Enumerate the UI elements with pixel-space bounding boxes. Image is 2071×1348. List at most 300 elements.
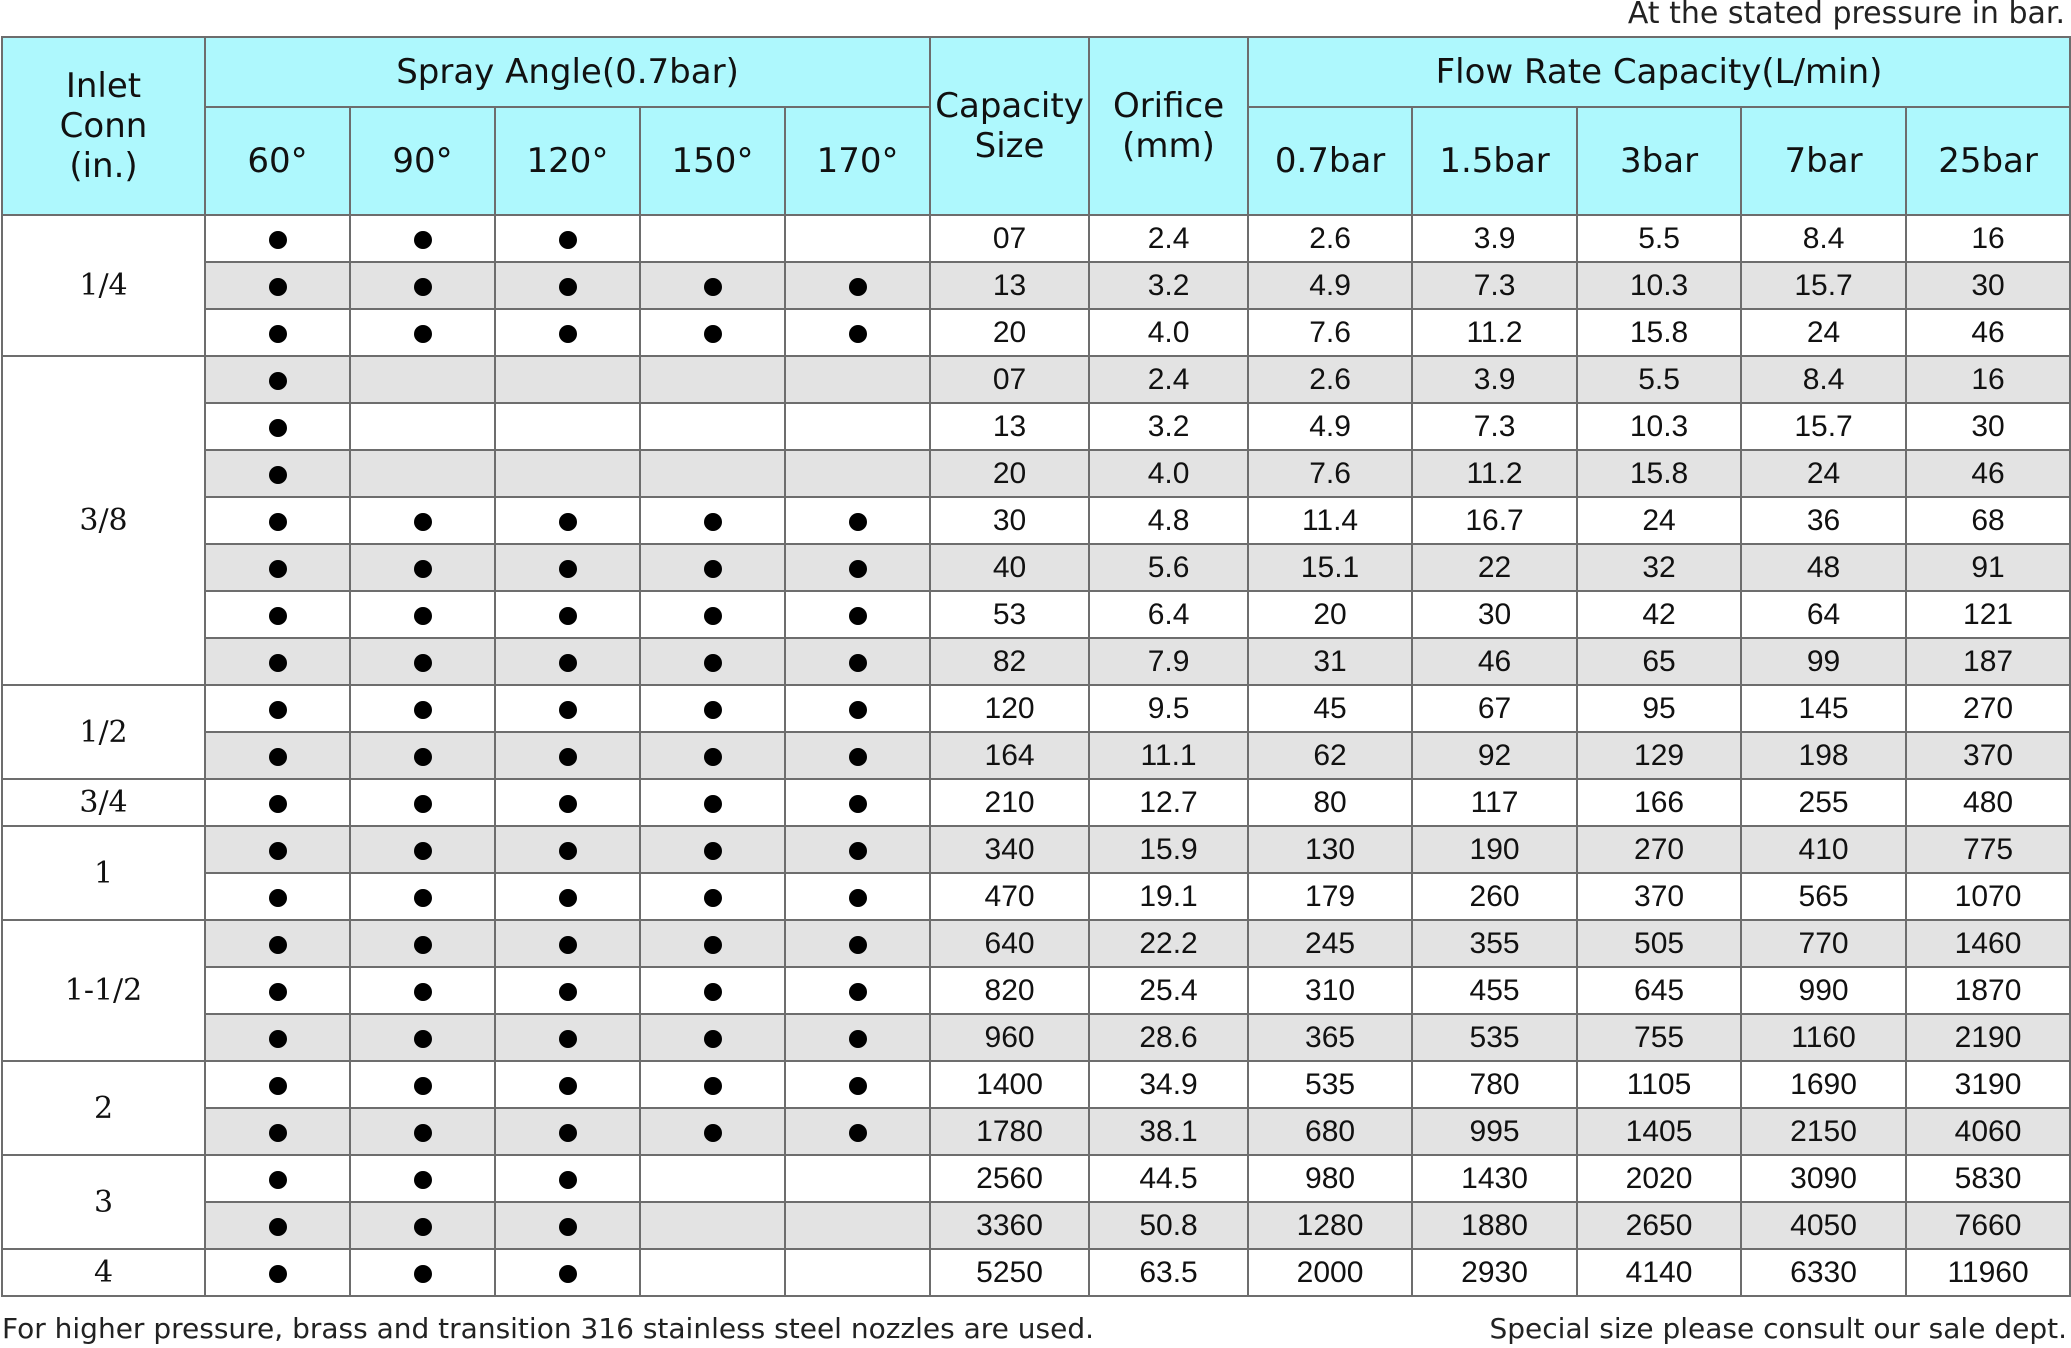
available-dot-icon <box>849 513 867 531</box>
spray-angle-cell <box>785 920 930 967</box>
available-dot-icon <box>559 560 577 578</box>
available-dot-icon <box>269 1124 287 1142</box>
flow-rate-cell: 370 <box>1906 732 2070 779</box>
flow-rate-cell: 11.2 <box>1412 309 1577 356</box>
table-row <box>2 215 2070 262</box>
flow-rate-cell: 187 <box>1906 638 2070 685</box>
flow-rate-cell: 10.3 <box>1577 262 1741 309</box>
flow-rate-cell: 505 <box>1577 920 1741 967</box>
flow-rate-cell: 24 <box>1741 309 1906 356</box>
spray-angle-cell <box>205 262 350 309</box>
flow-rate-cell: 62 <box>1248 732 1412 779</box>
spray-angle-cell <box>495 356 640 403</box>
available-dot-icon <box>559 654 577 672</box>
spray-angle-cell <box>205 732 350 779</box>
table-row <box>2 920 2070 967</box>
flow-rate-cell: 2.6 <box>1248 356 1412 403</box>
available-dot-icon <box>269 231 287 249</box>
orifice-cell: 25.4 <box>1089 967 1248 1014</box>
spray-angle-cell <box>495 967 640 1014</box>
available-dot-icon <box>704 1030 722 1048</box>
flow-rate-cell: 92 <box>1412 732 1577 779</box>
flow-rate-cell: 645 <box>1577 967 1741 1014</box>
flow-rate-cell: 67 <box>1412 685 1577 732</box>
flow-rate-cell: 11.2 <box>1412 450 1577 497</box>
capacity-size-cell: 164 <box>930 732 1089 779</box>
available-dot-icon <box>269 889 287 907</box>
flow-rate-cell: 91 <box>1906 544 2070 591</box>
pressure-1-5bar-header: 1.5bar <box>1412 107 1577 215</box>
orifice-cell: 5.6 <box>1089 544 1248 591</box>
flow-rate-cell: 680 <box>1248 1108 1412 1155</box>
pressure-0-7bar-header: 0.7bar <box>1248 107 1412 215</box>
flow-rate-cell: 8.4 <box>1741 356 1906 403</box>
capacity-size-cell: 210 <box>930 779 1089 826</box>
spray-angle-cell <box>785 873 930 920</box>
orifice-cell: 34.9 <box>1089 1061 1248 1108</box>
spray-angle-cell <box>205 1108 350 1155</box>
flow-rate-cell: 22 <box>1412 544 1577 591</box>
flow-rate-cell: 455 <box>1412 967 1577 1014</box>
orifice-cell: 7.9 <box>1089 638 1248 685</box>
table-row <box>2 685 2070 732</box>
flow-rate-cell: 5.5 <box>1577 215 1741 262</box>
inlet-size-cell: 3/8 <box>2 356 205 685</box>
flow-rate-cell: 95 <box>1577 685 1741 732</box>
available-dot-icon <box>559 1077 577 1095</box>
available-dot-icon <box>849 889 867 907</box>
flow-rate-cell: 166 <box>1577 779 1741 826</box>
orifice-cell: 50.8 <box>1089 1202 1248 1249</box>
spray-angle-cell <box>495 262 640 309</box>
capacity-size-cell: 1400 <box>930 1061 1089 1108</box>
spray-angle-cell <box>495 403 640 450</box>
spray-angle-cell <box>350 873 495 920</box>
orifice-cell: 19.1 <box>1089 873 1248 920</box>
capacity-size-cell: 20 <box>930 450 1089 497</box>
spray-angle-cell <box>640 1202 785 1249</box>
available-dot-icon <box>704 325 722 343</box>
flow-rate-cell: 179 <box>1248 873 1412 920</box>
flow-rate-cell: 8.4 <box>1741 215 1906 262</box>
spray-angle-cell <box>785 497 930 544</box>
capacity-size-cell: 40 <box>930 544 1089 591</box>
spray-angle-cell <box>640 450 785 497</box>
spray-angle-cell <box>495 873 640 920</box>
nozzle-spec-table <box>1 36 2071 1297</box>
spray-angle-cell <box>640 1061 785 1108</box>
angle-60-header: 60° <box>205 107 350 215</box>
spray-angle-cell <box>495 544 640 591</box>
available-dot-icon <box>269 983 287 1001</box>
table-row <box>2 1202 2070 1249</box>
capacity-size-cell: 07 <box>930 356 1089 403</box>
flow-rate-cell: 48 <box>1741 544 1906 591</box>
flow-rate-cell: 1880 <box>1412 1202 1577 1249</box>
pressure-note: At the stated pressure in bar. <box>1627 0 2065 31</box>
flow-rate-cell: 480 <box>1906 779 2070 826</box>
flow-rate-cell: 24 <box>1577 497 1741 544</box>
spray-angle-cell <box>350 450 495 497</box>
spray-angle-cell <box>350 262 495 309</box>
available-dot-icon <box>269 842 287 860</box>
table-header <box>2 37 2070 215</box>
flow-rate-cell: 10.3 <box>1577 403 1741 450</box>
spray-angle-cell <box>640 215 785 262</box>
flow-rate-cell: 2650 <box>1577 1202 1741 1249</box>
available-dot-icon <box>559 842 577 860</box>
flow-rate-cell: 36 <box>1741 497 1906 544</box>
spray-angle-cell <box>205 1014 350 1061</box>
available-dot-icon <box>414 1218 432 1236</box>
available-dot-icon <box>704 701 722 719</box>
spray-angle-cell <box>785 638 930 685</box>
flow-rate-cell: 117 <box>1412 779 1577 826</box>
available-dot-icon <box>414 936 432 954</box>
spray-angle-cell <box>785 356 930 403</box>
spray-angle-cell <box>785 544 930 591</box>
flow-rate-cell: 30 <box>1412 591 1577 638</box>
available-dot-icon <box>559 748 577 766</box>
spray-angle-cell <box>495 1202 640 1249</box>
flow-rate-cell: 68 <box>1906 497 2070 544</box>
angle-150-header: 150° <box>640 107 785 215</box>
spray-angle-cell <box>640 779 785 826</box>
flow-rate-cell: 5830 <box>1906 1155 2070 1202</box>
spray-angle-cell <box>350 732 495 779</box>
spray-angle-cell <box>785 685 930 732</box>
available-dot-icon <box>704 607 722 625</box>
spray-angle-cell <box>785 309 930 356</box>
spray-angle-cell <box>495 920 640 967</box>
available-dot-icon <box>704 748 722 766</box>
capacity-size-cell: 3360 <box>930 1202 1089 1249</box>
spray-angle-cell <box>205 1202 350 1249</box>
spray-angle-cell <box>495 1061 640 1108</box>
spray-angle-cell <box>640 967 785 1014</box>
inlet-size-cell: 4 <box>2 1249 205 1296</box>
available-dot-icon <box>849 748 867 766</box>
available-dot-icon <box>414 889 432 907</box>
available-dot-icon <box>704 795 722 813</box>
available-dot-icon <box>269 654 287 672</box>
available-dot-icon <box>414 842 432 860</box>
spray-angle-cell <box>495 450 640 497</box>
spray-angle-cell <box>495 1108 640 1155</box>
flow-rate-cell: 198 <box>1741 732 1906 779</box>
available-dot-icon <box>559 983 577 1001</box>
table-row <box>2 450 2070 497</box>
orifice-cell: 9.5 <box>1089 685 1248 732</box>
spray-angle-cell <box>495 826 640 873</box>
available-dot-icon <box>849 1077 867 1095</box>
spray-angle-cell <box>640 826 785 873</box>
spray-angle-cell <box>785 591 930 638</box>
available-dot-icon <box>559 1124 577 1142</box>
available-dot-icon <box>704 842 722 860</box>
available-dot-icon <box>849 325 867 343</box>
spray-angle-cell <box>350 497 495 544</box>
inlet-conn-header: Inlet Conn (in.) <box>2 37 205 215</box>
orifice-cell: 22.2 <box>1089 920 1248 967</box>
spray-angle-cell <box>350 403 495 450</box>
spray-angle-cell <box>640 920 785 967</box>
capacity-size-cell: 120 <box>930 685 1089 732</box>
available-dot-icon <box>704 889 722 907</box>
spray-angle-cell <box>495 685 640 732</box>
flow-rate-cell: 1870 <box>1906 967 2070 1014</box>
flow-rate-cell: 1460 <box>1906 920 2070 967</box>
spray-angle-cell <box>640 403 785 450</box>
flow-rate-cell: 775 <box>1906 826 2070 873</box>
inlet-size-cell: 1/4 <box>2 215 205 356</box>
flow-rate-cell: 31 <box>1248 638 1412 685</box>
orifice-cell: 63.5 <box>1089 1249 1248 1296</box>
flow-rate-cell: 410 <box>1741 826 1906 873</box>
spray-angle-cell <box>495 779 640 826</box>
spray-angle-header: Spray Angle(0.7bar) <box>205 37 930 107</box>
available-dot-icon <box>704 278 722 296</box>
capacity-size-cell: 30 <box>930 497 1089 544</box>
flow-rate-cell: 6330 <box>1741 1249 1906 1296</box>
spray-angle-cell <box>640 1108 785 1155</box>
spray-angle-cell <box>640 262 785 309</box>
flow-rate-cell: 1690 <box>1741 1061 1906 1108</box>
spray-angle-cell <box>785 262 930 309</box>
available-dot-icon <box>414 983 432 1001</box>
available-dot-icon <box>849 701 867 719</box>
available-dot-icon <box>414 701 432 719</box>
table-row <box>2 309 2070 356</box>
available-dot-icon <box>269 795 287 813</box>
spray-angle-cell <box>350 638 495 685</box>
available-dot-icon <box>269 278 287 296</box>
available-dot-icon <box>414 1124 432 1142</box>
spray-angle-cell <box>640 591 785 638</box>
capacity-size-cell: 13 <box>930 403 1089 450</box>
flow-rate-cell: 1160 <box>1741 1014 1906 1061</box>
flow-rate-cell: 7.3 <box>1412 262 1577 309</box>
flow-rate-cell: 7.6 <box>1248 450 1412 497</box>
capacity-size-cell: 960 <box>930 1014 1089 1061</box>
available-dot-icon <box>269 701 287 719</box>
available-dot-icon <box>414 560 432 578</box>
angle-170-header: 170° <box>785 107 930 215</box>
flow-rate-cell: 1280 <box>1248 1202 1412 1249</box>
available-dot-icon <box>704 654 722 672</box>
spray-angle-cell <box>205 685 350 732</box>
flow-rate-cell: 370 <box>1577 873 1741 920</box>
inlet-size-cell: 1 <box>2 826 205 920</box>
orifice-cell: 11.1 <box>1089 732 1248 779</box>
orifice-cell: 4.0 <box>1089 309 1248 356</box>
available-dot-icon <box>559 607 577 625</box>
orifice-cell: 4.8 <box>1089 497 1248 544</box>
available-dot-icon <box>559 1265 577 1283</box>
table-row <box>2 262 2070 309</box>
table-row <box>2 638 2070 685</box>
flow-rate-cell: 270 <box>1906 685 2070 732</box>
orifice-cell: 15.9 <box>1089 826 1248 873</box>
available-dot-icon <box>849 1124 867 1142</box>
orifice-cell: 2.4 <box>1089 356 1248 403</box>
spray-angle-cell <box>205 1155 350 1202</box>
available-dot-icon <box>414 278 432 296</box>
flow-rate-cell: 1430 <box>1412 1155 1577 1202</box>
flow-rate-cell: 45 <box>1248 685 1412 732</box>
table-row <box>2 1061 2070 1108</box>
angle-120-header: 120° <box>495 107 640 215</box>
spray-angle-cell <box>785 1014 930 1061</box>
flow-rate-cell: 129 <box>1577 732 1741 779</box>
available-dot-icon <box>414 748 432 766</box>
spray-angle-cell <box>785 779 930 826</box>
spray-angle-cell <box>495 1014 640 1061</box>
available-dot-icon <box>269 419 287 437</box>
available-dot-icon <box>559 936 577 954</box>
flow-rate-header: Flow Rate Capacity(L/min) <box>1248 37 2070 107</box>
flow-rate-cell: 565 <box>1741 873 1906 920</box>
available-dot-icon <box>414 1171 432 1189</box>
footer-note-right: Special size please consult our sale dept. <box>1489 1312 2067 1345</box>
spray-angle-cell <box>640 638 785 685</box>
flow-rate-cell: 365 <box>1248 1014 1412 1061</box>
available-dot-icon <box>269 560 287 578</box>
spray-angle-cell <box>640 497 785 544</box>
available-dot-icon <box>849 1030 867 1048</box>
flow-rate-cell: 64 <box>1741 591 1906 638</box>
spray-angle-cell <box>350 1061 495 1108</box>
flow-rate-cell: 16 <box>1906 215 2070 262</box>
spray-angle-cell <box>350 685 495 732</box>
orifice-cell: 2.4 <box>1089 215 1248 262</box>
spray-angle-cell <box>495 1155 640 1202</box>
spray-angle-cell <box>205 967 350 1014</box>
table-row <box>2 356 2070 403</box>
table-row <box>2 544 2070 591</box>
flow-rate-cell: 3.9 <box>1412 215 1577 262</box>
spray-angle-cell <box>350 591 495 638</box>
inlet-size-cell: 3 <box>2 1155 205 1249</box>
spray-angle-cell <box>350 544 495 591</box>
flow-rate-cell: 3090 <box>1741 1155 1906 1202</box>
available-dot-icon <box>704 983 722 1001</box>
available-dot-icon <box>559 513 577 531</box>
available-dot-icon <box>269 1218 287 1236</box>
flow-rate-cell: 30 <box>1906 262 2070 309</box>
pressure-7bar-header: 7bar <box>1741 107 1906 215</box>
spray-angle-cell <box>640 309 785 356</box>
flow-rate-cell: 4.9 <box>1248 262 1412 309</box>
inlet-size-cell: 1/2 <box>2 685 205 779</box>
flow-rate-cell: 2.6 <box>1248 215 1412 262</box>
capacity-size-cell: 820 <box>930 967 1089 1014</box>
available-dot-icon <box>414 1077 432 1095</box>
flow-rate-cell: 3.9 <box>1412 356 1577 403</box>
flow-rate-cell: 42 <box>1577 591 1741 638</box>
flow-rate-cell: 145 <box>1741 685 1906 732</box>
available-dot-icon <box>414 1265 432 1283</box>
spray-angle-cell <box>350 1014 495 1061</box>
spray-angle-cell <box>785 732 930 779</box>
spray-angle-cell <box>205 638 350 685</box>
spray-angle-cell <box>640 1014 785 1061</box>
orifice-header: Orifice (mm) <box>1089 37 1248 215</box>
flow-rate-cell: 770 <box>1741 920 1906 967</box>
flow-rate-cell: 755 <box>1577 1014 1741 1061</box>
flow-rate-cell: 7.6 <box>1248 309 1412 356</box>
flow-rate-cell: 2000 <box>1248 1249 1412 1296</box>
angle-90-header: 90° <box>350 107 495 215</box>
flow-rate-cell: 4140 <box>1577 1249 1741 1296</box>
inlet-size-cell: 2 <box>2 1061 205 1155</box>
spray-angle-cell <box>785 967 930 1014</box>
flow-rate-cell: 11960 <box>1906 1249 2070 1296</box>
flow-rate-cell: 980 <box>1248 1155 1412 1202</box>
spray-angle-cell <box>350 1202 495 1249</box>
spray-angle-cell <box>205 215 350 262</box>
spray-angle-cell <box>205 403 350 450</box>
spray-angle-cell <box>205 309 350 356</box>
flow-rate-cell: 355 <box>1412 920 1577 967</box>
capacity-size-cell: 2560 <box>930 1155 1089 1202</box>
flow-rate-cell: 16 <box>1906 356 2070 403</box>
available-dot-icon <box>559 231 577 249</box>
spray-angle-cell <box>785 1202 930 1249</box>
available-dot-icon <box>849 983 867 1001</box>
flow-rate-cell: 2930 <box>1412 1249 1577 1296</box>
flow-rate-cell: 535 <box>1248 1061 1412 1108</box>
flow-rate-cell: 7.3 <box>1412 403 1577 450</box>
spray-angle-cell <box>495 309 640 356</box>
flow-rate-cell: 11.4 <box>1248 497 1412 544</box>
flow-rate-cell: 780 <box>1412 1061 1577 1108</box>
orifice-cell: 6.4 <box>1089 591 1248 638</box>
spray-angle-cell <box>785 1061 930 1108</box>
flow-rate-cell: 7660 <box>1906 1202 2070 1249</box>
spray-angle-cell <box>205 544 350 591</box>
available-dot-icon <box>849 607 867 625</box>
spray-angle-cell <box>495 215 640 262</box>
flow-rate-cell: 190 <box>1412 826 1577 873</box>
available-dot-icon <box>414 231 432 249</box>
flow-rate-cell: 2150 <box>1741 1108 1906 1155</box>
available-dot-icon <box>269 513 287 531</box>
flow-rate-cell: 30 <box>1906 403 2070 450</box>
spray-angle-cell <box>350 967 495 1014</box>
available-dot-icon <box>849 842 867 860</box>
spray-angle-cell <box>205 1249 350 1296</box>
available-dot-icon <box>269 936 287 954</box>
available-dot-icon <box>559 889 577 907</box>
available-dot-icon <box>849 278 867 296</box>
flow-rate-cell: 130 <box>1248 826 1412 873</box>
flow-rate-cell: 20 <box>1248 591 1412 638</box>
available-dot-icon <box>269 325 287 343</box>
flow-rate-cell: 3190 <box>1906 1061 2070 1108</box>
inlet-size-cell: 3/4 <box>2 779 205 826</box>
spray-angle-cell <box>785 403 930 450</box>
flow-rate-cell: 1070 <box>1906 873 2070 920</box>
flow-rate-cell: 270 <box>1577 826 1741 873</box>
flow-rate-cell: 4050 <box>1741 1202 1906 1249</box>
table-row <box>2 1249 2070 1296</box>
flow-rate-cell: 46 <box>1906 309 2070 356</box>
table-body <box>2 215 2070 1296</box>
table-row <box>2 591 2070 638</box>
flow-rate-cell: 310 <box>1248 967 1412 1014</box>
available-dot-icon <box>849 936 867 954</box>
